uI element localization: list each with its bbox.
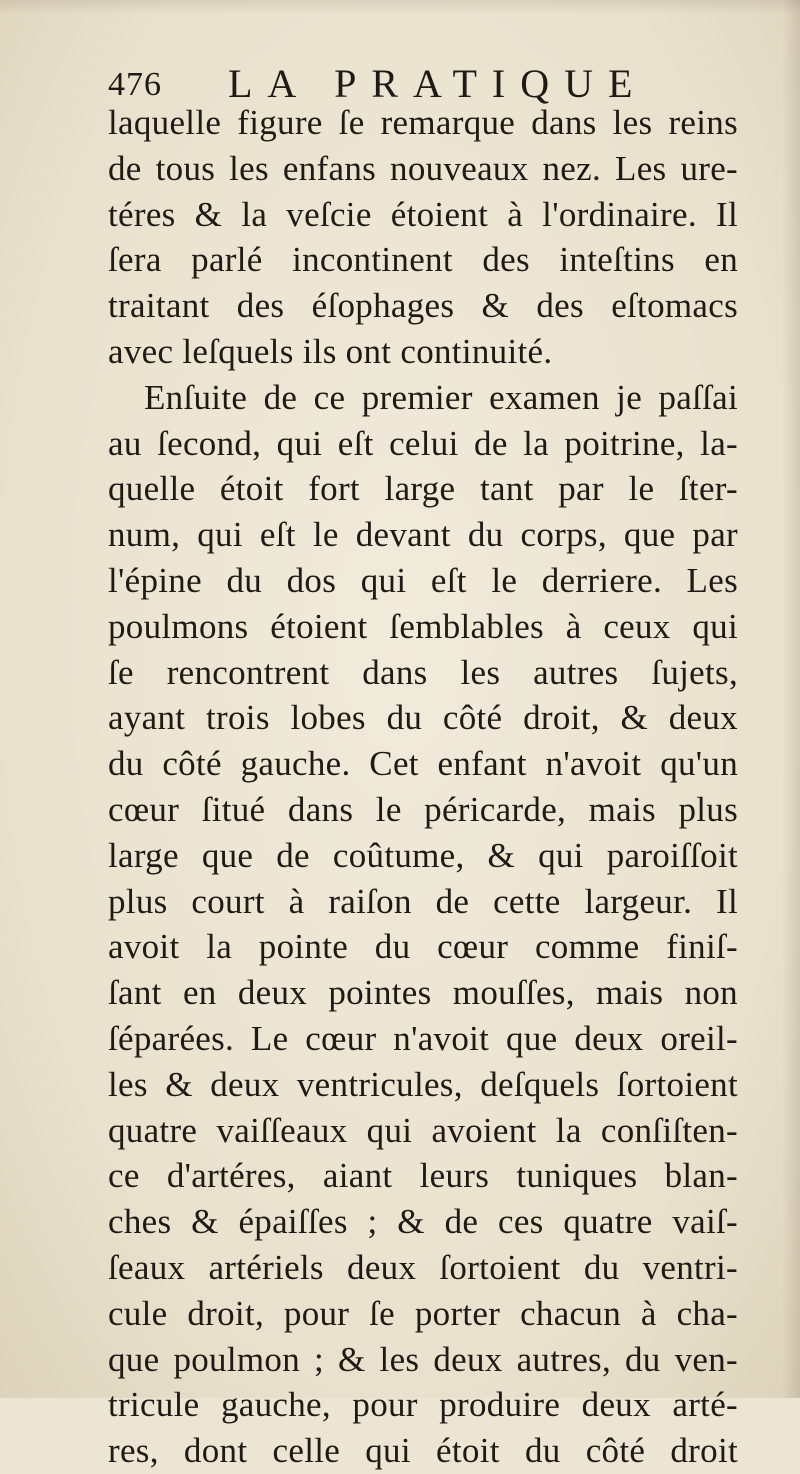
body-text [108,100,738,1474]
text-line: que poulmon ; & les deux autres, du ven- [108,1339,738,1379]
text-line: quelle étoit fort large tant par le ſter- [108,469,738,509]
running-title: LA PRATIQUE [228,61,648,106]
page-number: 476 [108,66,162,103]
text-line: ſéparées. Le cœur n'avoit que deux oreil- [108,1018,738,1058]
text-line: avoit la pointe du cœur comme finiſ- [108,927,738,967]
text-line: les & deux ventricules, deſquels ſortoient [108,1064,738,1104]
text-line: traitant des éſophages & des eſtomacs [108,286,738,326]
text-line: res, dont celle qui étoit du côté droit [108,1431,738,1471]
text-line: ſe rencontrent dans les autres ſujets, [108,652,738,692]
text-line-last: avec leſquels ils ont continuité. [108,331,553,371]
text-line: ſeaux artériels deux ſortoient du ventri- [108,1247,738,1287]
text-line: laquelle figure ſe remarque dans les reins [108,103,738,142]
text-line: l'épine du dos qui eſt le derriere. Les [108,560,738,600]
text-line: num, qui eſt le devant du corps, que par [108,515,738,555]
text-line: cule droit, pour ſe porter chacun à cha- [108,1293,738,1333]
text-line: ches & épaiſſes ; & de ces quatre vaiſ- [108,1202,738,1242]
text-line: cœur ſitué dans le péricarde, mais plus [108,789,738,829]
text-line: de tous les enfans nouveaux nez. Les ure- [108,148,738,188]
text-line: ſera parlé incontinent des inteſtins en [108,240,738,280]
text-line: téres & la veſcie étoient à l'ordinaire. Il [108,194,738,234]
text-line: ayant trois lobes du côté droit, & deux [108,698,738,738]
text-line: quatre vaiſſeaux qui avoient la conſiſten- [108,1110,738,1150]
text-line: ce d'artéres, aiant leurs tuniques blan- [108,1156,738,1196]
page-right-shadow [782,0,800,1398]
text-line: ſant en deux pointes mouſſes, mais non [108,973,738,1013]
text-line: plus court à raiſon de cette largeur. Il [108,881,738,921]
text-line: du côté gauche. Cet enfant n'avoit qu'un [108,744,738,784]
text-line: large que de coûtume, & qui paroiſſoit [108,835,738,875]
text-line: au ſecond, qui eſt celui de la poitrine, la- [108,423,738,463]
page-top-shadow [0,0,800,14]
text-line: poulmons étoient ſemblables à ceux qui [108,606,738,646]
text-line: tricule gauche, pour produire deux arté- [108,1385,738,1425]
text-line-paragraph-start: Enſuite de ce premier examen je paſſai [144,377,738,417]
